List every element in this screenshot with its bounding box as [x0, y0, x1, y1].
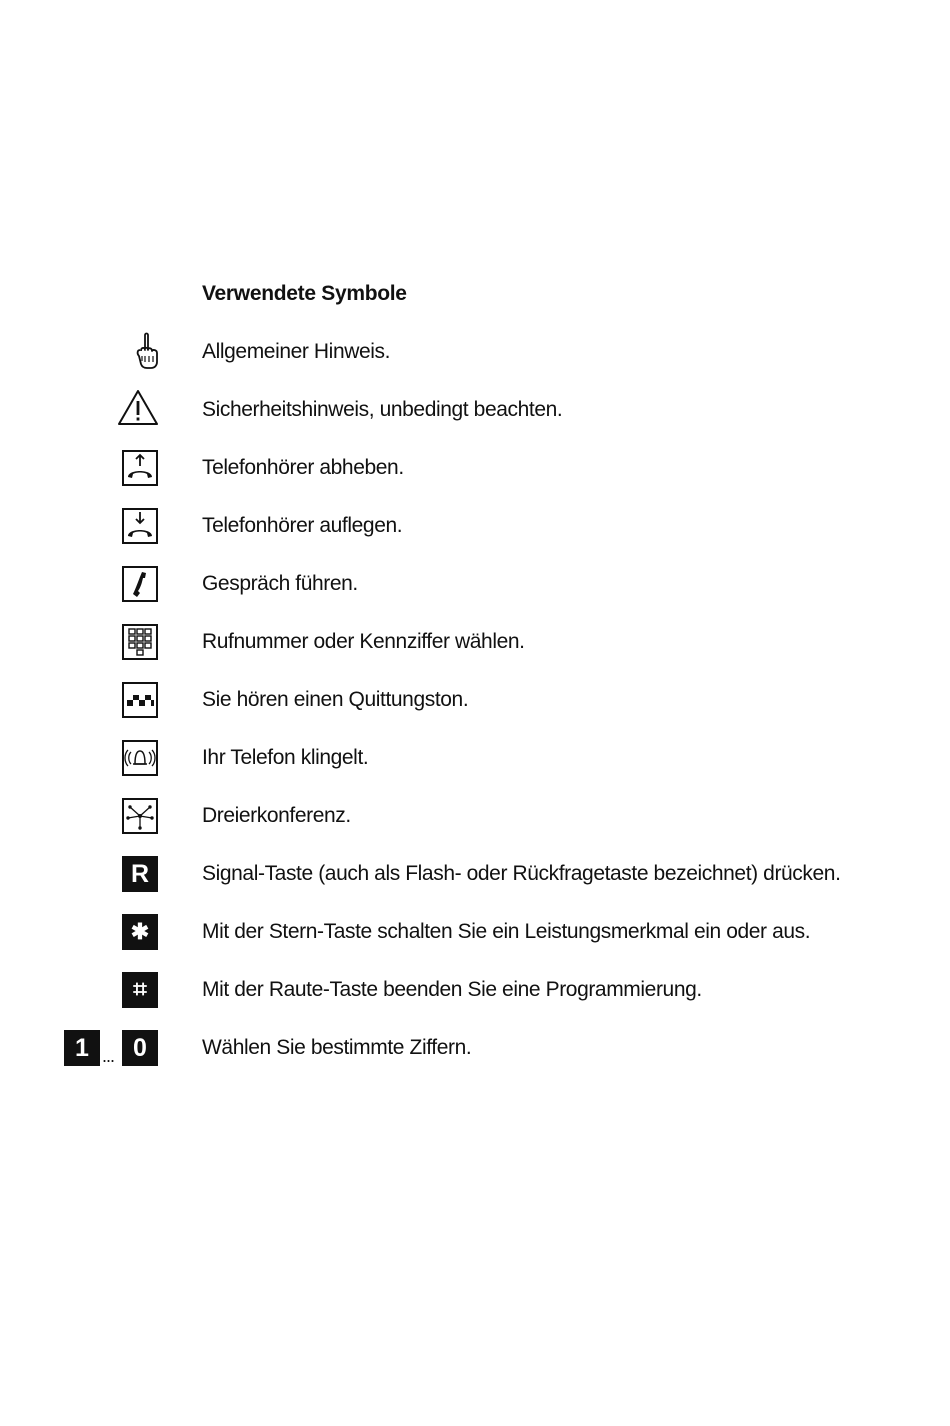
symbol-row-phone-rings [0, 736, 950, 780]
symbol-description: Dreierkonferenz. [202, 804, 351, 827]
symbol-row-lift-handset [0, 446, 950, 490]
ringing-bell-icon [122, 740, 158, 776]
symbol-description: Wählen Sie bestimmte Ziffern. [202, 1036, 472, 1059]
star-key-icon: ✱ [122, 914, 158, 950]
symbol-row-hash-key [0, 968, 950, 1012]
symbol-description: Sicherheitshinweis, unbedingt beachten. [202, 398, 563, 421]
symbol-row-dial-number [0, 620, 950, 664]
symbol-row-safety-note [0, 388, 950, 432]
symbol-row-hang-up [0, 504, 950, 548]
digit-range-dots: ... [102, 1046, 115, 1066]
symbol-description: Telefonhörer auflegen. [202, 514, 403, 537]
symbol-description: Mit der Stern-Taste schalten Sie ein Leistungsmerkmal ein oder aus. [202, 920, 811, 943]
conference-icon [122, 798, 158, 834]
digit-key-last: 0 [122, 1030, 158, 1066]
symbol-row-conversation [0, 562, 950, 606]
keypad-icon [122, 624, 158, 660]
symbol-row-general-note [0, 330, 950, 374]
symbol-row-conference [0, 794, 950, 838]
symbol-description: Telefonhörer abheben. [202, 456, 404, 479]
symbol-row-signal-key [0, 852, 950, 896]
handset-lift-icon [122, 450, 158, 486]
confirmation-tone-icon [122, 682, 158, 718]
pointing-hand-icon [134, 332, 160, 370]
page-heading: Verwendete Symbole [202, 282, 407, 305]
symbol-description: Mit der Raute-Taste beenden Sie eine Programmierung. [202, 978, 702, 1001]
symbol-description: Sie hören einen Quittungston. [202, 688, 469, 711]
symbol-description: Gespräch führen. [202, 572, 358, 595]
warning-triangle-icon [116, 388, 160, 428]
symbol-row-digit-keys [0, 1026, 950, 1070]
digit-keys-icon [64, 1030, 160, 1070]
symbol-description: Ihr Telefon klingelt. [202, 746, 369, 769]
digit-key-first: 1 [64, 1030, 100, 1066]
signal-key-icon: R [122, 856, 158, 892]
handset-hangup-icon [122, 508, 158, 544]
hash-key-icon: ⌗ [122, 972, 158, 1008]
handset-talk-icon [122, 566, 158, 602]
symbol-description: Signal-Taste (auch als Flash- oder Rückfragetaste bezeichnet) drücken. [202, 862, 841, 885]
symbol-row-confirmation-tone [0, 678, 950, 722]
symbol-description: Allgemeiner Hinweis. [202, 340, 391, 363]
symbol-row-star-key [0, 910, 950, 954]
symbol-description: Rufnummer oder Kennziffer wählen. [202, 630, 525, 653]
